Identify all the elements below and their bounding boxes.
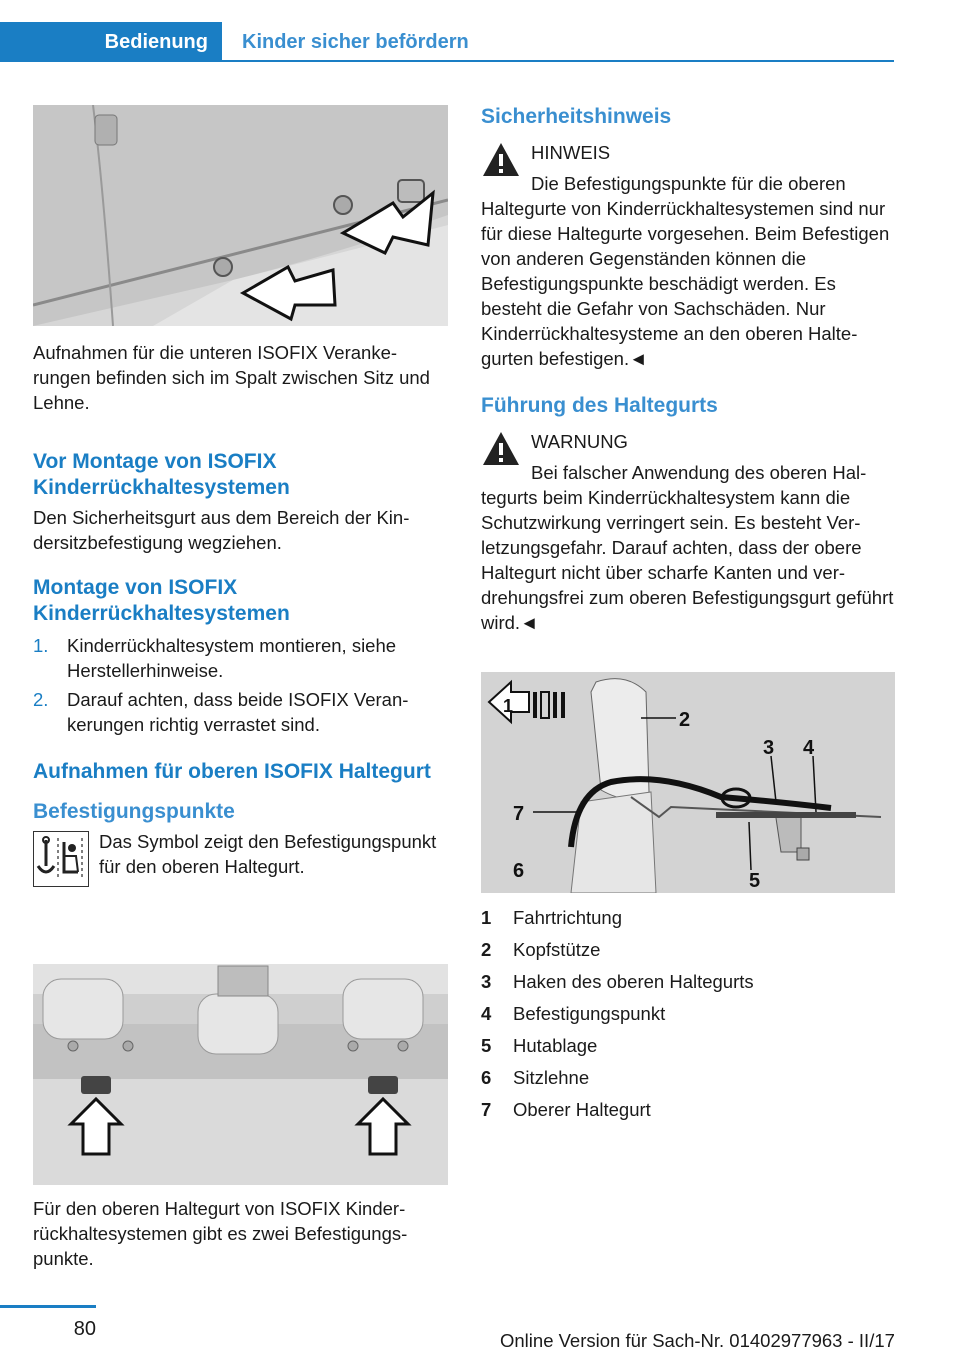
list-item [481, 998, 895, 1030]
warnung-label: WARNUNG [531, 431, 628, 452]
legend-number: 6 [481, 1067, 492, 1088]
montage-steps [33, 633, 448, 737]
heading-aufnahmen: Aufnahmen für oberen ISOFIX Haltegurt [33, 760, 431, 783]
legend-text: Sitzlehne [513, 1067, 590, 1088]
legend-text: Hutablage [513, 1035, 598, 1056]
legend-number: 3 [481, 971, 492, 992]
hinweis-lead: Die Befestigungspunkte für die oberen [531, 173, 846, 194]
diagram-label: 4 [803, 737, 815, 759]
heading-vor-montage: Vor Montage von ISOFIX Kinderrückhaltesystemen [33, 450, 290, 499]
heading-befestigungspunkte: Befestigungspunkte [33, 800, 235, 823]
hinweis-body: Haltegurte von Kinderrückhaltesystemen sind nur für diese Haltegurte vorgesehen. Beim Befestigen von anderen Gegenständen können die Befestigungspunkte beschädigt werden. Es besteht die Gefahr von Sachschäden. Nur Kinderrückhaltesysteme an den oberen Haltegurten befestigen.◄ [481, 198, 890, 369]
seat-gap-figure [33, 105, 448, 326]
diagram-label: 6 [513, 860, 525, 882]
legend-number: 7 [481, 1099, 492, 1120]
step-text: Kinderrückhaltesystem montieren, siehe Herstellerhinweise. [67, 635, 397, 681]
online-version-note: Online Version für Sach-Nr. 01402977963 - II/17 [500, 1330, 895, 1351]
footer-rule [0, 1305, 96, 1308]
list-item [481, 934, 895, 966]
header-section-tab: Bedienung [0, 22, 222, 62]
legend-number: 2 [481, 939, 492, 960]
warning-triangle-icon [481, 429, 521, 469]
symbol-note [33, 831, 448, 887]
hinweis-label: HINWEIS [531, 142, 611, 163]
list-item [481, 902, 895, 934]
legend-number: 1 [481, 907, 492, 928]
final-paragraph: Für den oberen Haltegurt von ISOFIX Kinderrückhaltesystemen gibt es zwei Befestigungspunkte. [33, 1198, 408, 1269]
heading-montage: Montage von ISOFIX Kinderrückhaltesystemen [33, 576, 290, 625]
list-item [481, 1094, 895, 1126]
hinweis-notice [481, 140, 895, 196]
header-rule [222, 60, 894, 62]
tether-routing-diagram [481, 672, 895, 893]
legend-text: Befestigungspunkt [513, 1003, 666, 1024]
diagram-label: 7 [513, 803, 525, 825]
rear-shelf-figure [33, 964, 448, 1185]
page-number: 80 [73, 1318, 96, 1340]
legend-text: Haken des oberen Haltegurts [513, 971, 754, 992]
para-vor-montage: Den Sicherheitsgurt aus dem Bereich der Kindersitzbefestigung wegziehen. [33, 507, 410, 553]
step-number: 1. [33, 635, 49, 656]
diagram-label: 2 [679, 709, 691, 731]
list-item [481, 966, 895, 998]
heading-sicherheitshinweis: Sicherheitshinweis [481, 105, 672, 128]
warnung-lead: Bei falscher Anwendung des oberen Hal- [531, 462, 867, 483]
warnung-body: tegurts beim Kinderrückhaltesystem kann die Schutzwirkung verringert sein. Es besteht Verletzungsgefahr. Darauf achten, dass der obere Haltegurt nicht über scharfe Kanten und verdrehungsfrei zum oberen Befestigungsgurt geführt wird.◄ [481, 487, 894, 633]
legend-text: Oberer Haltegurt [513, 1099, 651, 1120]
list-item [481, 1062, 895, 1094]
list-item [481, 1030, 895, 1062]
header-chapter-title: Kinder sicher befördern [242, 31, 469, 53]
legend-text: Fahrtrichtung [513, 907, 622, 928]
diagram-label: 1 [503, 696, 514, 716]
diagram-label: 5 [749, 870, 761, 892]
diagram-label: 3 [763, 737, 775, 759]
warnung-notice [481, 429, 895, 485]
symbol-description: Das Symbol zeigt den Befestigungspunkt für den oberen Haltegurt. [99, 831, 437, 877]
legend-number: 4 [481, 1003, 492, 1024]
step-text: Darauf achten, dass beide ISOFIX Verankerungen richtig verrastet sind. [67, 689, 409, 735]
list-item [33, 633, 448, 683]
step-number: 2. [33, 689, 49, 710]
fig1-caption: Aufnahmen für die unteren ISOFIX Verankerungen befinden sich im Spalt zwischen Sitz und Lehne. [33, 342, 430, 413]
child-seat-anchor-icon [33, 831, 89, 887]
legend-number: 5 [481, 1035, 492, 1056]
heading-fuehrung: Führung des Haltegurts [481, 394, 718, 417]
warning-triangle-icon [481, 140, 521, 180]
diagram-legend [481, 902, 895, 1126]
list-item [33, 687, 448, 737]
legend-text: Kopfstütze [513, 939, 601, 960]
